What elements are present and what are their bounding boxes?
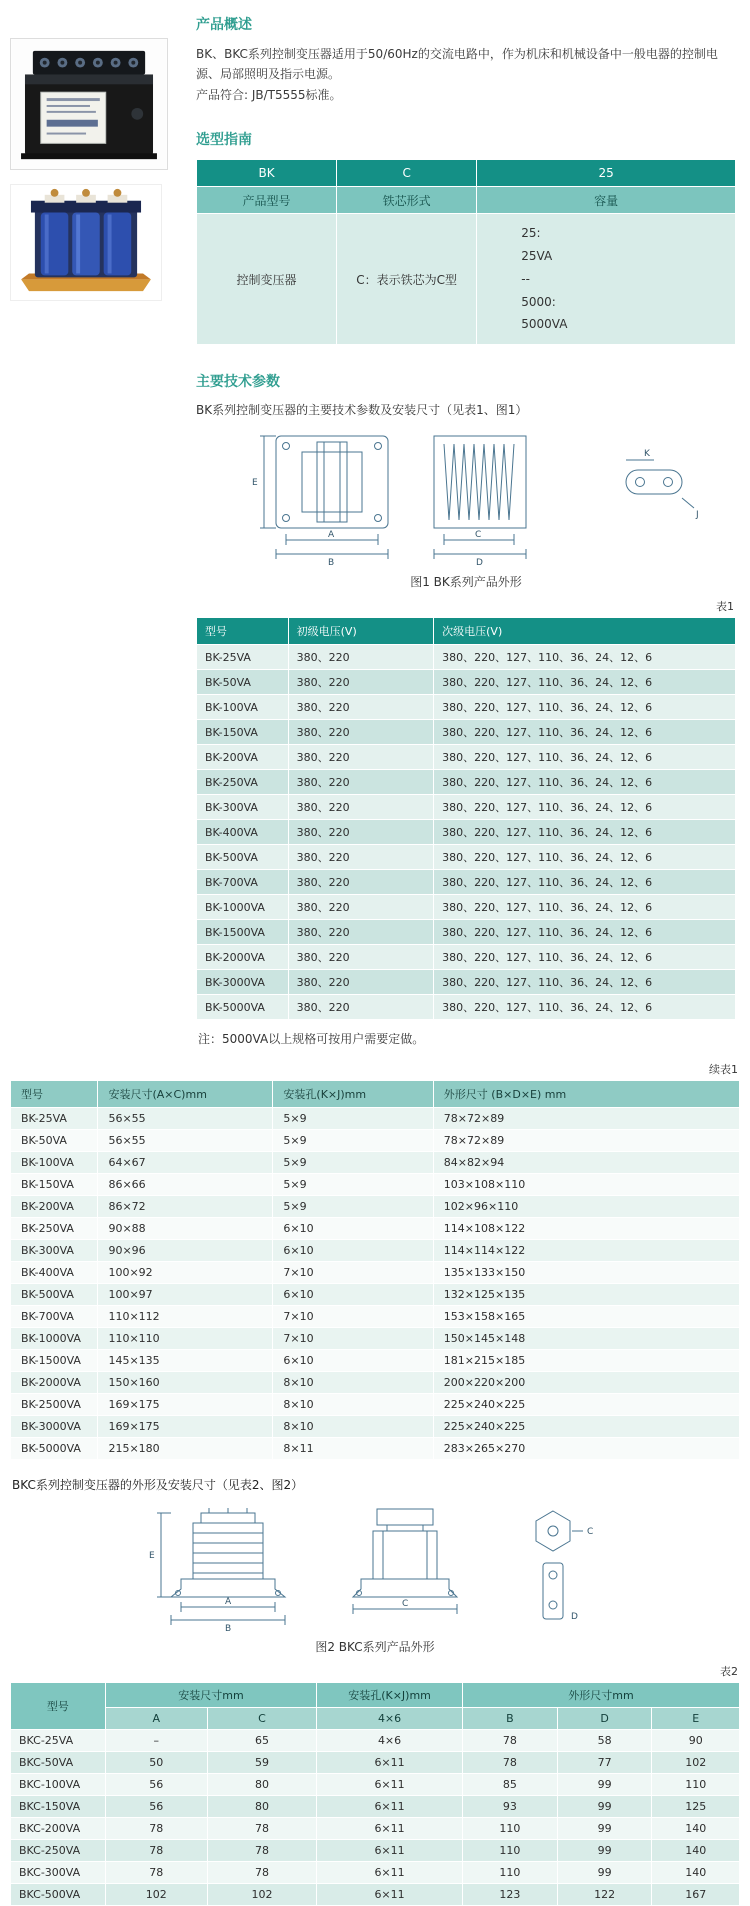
table-cell: 169×175 — [98, 1416, 273, 1438]
table-row — [197, 995, 736, 1020]
product-photo-column — [0, 12, 196, 1047]
table-row — [197, 670, 736, 695]
table-cell: 85 — [462, 1774, 557, 1796]
table-cell: 380、220、127、110、36、24、12、6 — [434, 795, 736, 820]
table-row — [197, 695, 736, 720]
bk-product-photo — [10, 38, 168, 170]
top-section — [0, 12, 750, 1047]
table-cell: 99 — [557, 1862, 652, 1884]
table-cell: 99 — [557, 1796, 652, 1818]
table-cell: 380、220 — [288, 795, 434, 820]
table-row — [197, 645, 736, 670]
table-row — [197, 745, 736, 770]
table-cell: 64×67 — [98, 1152, 273, 1174]
table-cell: 110×110 — [98, 1328, 273, 1350]
table-row — [11, 1796, 740, 1818]
table-row — [197, 720, 736, 745]
bk-dimensions-table — [10, 1080, 740, 1460]
table-cell: 102 — [105, 1884, 207, 1906]
table-cell: 380、220 — [288, 770, 434, 795]
table2-header-mount-hole: 安装孔(K×J)mm — [317, 1683, 463, 1708]
table-row — [197, 920, 736, 945]
tech-intro-line: BK系列控制变压器的主要技术参数及安装尺寸（见表1、图1） — [196, 403, 528, 418]
table-cell: BK-1500VA — [11, 1350, 98, 1372]
table-cell: 56 — [105, 1774, 207, 1796]
table-cell: BK-150VA — [197, 720, 289, 745]
table-cell: 380、220、127、110、36、24、12、6 — [434, 695, 736, 720]
table-cell: 8×10 — [273, 1394, 433, 1416]
table-row — [11, 1884, 740, 1906]
table-cell: 283×265×270 — [433, 1438, 739, 1460]
table-cell: 110 — [652, 1774, 740, 1796]
table1-note: 注：5000VA以上规格可按用户需要定做。 — [198, 1032, 425, 1047]
fig1-dim-d: D — [476, 558, 483, 569]
table-cell: 150×160 — [98, 1372, 273, 1394]
table-cell: BK-150VA — [11, 1174, 98, 1196]
table-cell: BK-5000VA — [197, 995, 289, 1020]
table-cell: BK-2000VA — [11, 1372, 98, 1394]
table-cell: 380、220、127、110、36、24、12、6 — [434, 945, 736, 970]
table-cell: 6×11 — [317, 1862, 463, 1884]
table-cell: BK-400VA — [197, 820, 289, 845]
table-cell: 150×145×148 — [433, 1328, 739, 1350]
table-cell: BK-100VA — [197, 695, 289, 720]
fig1-dim-a: A — [328, 530, 335, 541]
table-cell: 145×135 — [98, 1350, 273, 1372]
overview-paragraph-2: 产品符合: JB/T5555标准。 — [196, 87, 342, 102]
table-cell: 380、220、127、110、36、24、12、6 — [434, 820, 736, 845]
table2-header-row-1 — [11, 1683, 740, 1708]
fig1-caption: 图1 BK系列产品外形 — [410, 575, 522, 590]
table-cell: 90×88 — [98, 1218, 273, 1240]
capacity-line: 5000VA — [521, 317, 568, 332]
bkc-product-photo — [10, 184, 162, 301]
table-cell: 58 — [557, 1730, 652, 1752]
table-cell: BK-3000VA — [11, 1416, 98, 1438]
table-cell: 380、220 — [288, 670, 434, 695]
section-title-overview: 产品概述 — [196, 17, 252, 33]
table-row — [11, 1840, 740, 1862]
table-cell: 6×11 — [317, 1818, 463, 1840]
table-cell: 56×55 — [98, 1108, 273, 1130]
table-cell: 380、220 — [288, 820, 434, 845]
table-cell: BK-250VA — [11, 1218, 98, 1240]
table-cell: BK-25VA — [11, 1108, 98, 1130]
table-cell: 78×72×89 — [433, 1130, 739, 1152]
table-cell: 380、220、127、110、36、24、12、6 — [434, 845, 736, 870]
table-cell: 225×240×225 — [433, 1416, 739, 1438]
table-cell: BK-200VA — [11, 1196, 98, 1218]
bk-transformer-illustration — [11, 39, 167, 169]
table-row — [197, 820, 736, 845]
table-cell: 122 — [557, 1884, 652, 1906]
table-row — [11, 1218, 740, 1240]
table-cell: – — [105, 1730, 207, 1752]
table-cell: 50 — [105, 1752, 207, 1774]
table-cell: 6×11 — [317, 1796, 463, 1818]
table-cell: BK-3000VA — [197, 970, 289, 995]
table-cell: 380、220 — [288, 720, 434, 745]
capacity-line: 5000: — [521, 294, 556, 309]
selection-body-capacity — [477, 214, 736, 345]
fig2-dim-b: B — [225, 1624, 232, 1634]
table-cell: 7×10 — [273, 1306, 433, 1328]
table-cell: 380、220、127、110、36、24、12、6 — [434, 720, 736, 745]
table-cell: 110 — [462, 1840, 557, 1862]
table-cell: BKC-500VA — [11, 1884, 106, 1906]
table-cell: BK-2000VA — [197, 945, 289, 970]
table-cell: 99 — [557, 1840, 652, 1862]
cont-header-mount-hole: 安装孔(K×J)mm — [273, 1081, 433, 1108]
bkc-intro-line: BKC系列控制变压器的外形及安装尺寸（见表2、图2） — [12, 1478, 304, 1493]
table-cell: 8×10 — [273, 1416, 433, 1438]
table-cell: 167 — [652, 1884, 740, 1906]
fig2-caption: 图2 BKC系列产品外形 — [315, 1640, 435, 1655]
table-cell: 7×10 — [273, 1262, 433, 1284]
fig1-outline-drawing — [206, 428, 726, 568]
capacity-line: 25: — [521, 226, 541, 241]
table-row — [11, 1306, 740, 1328]
table-cell: 114×108×122 — [433, 1218, 739, 1240]
table-cell: 380、220、127、110、36、24、12、6 — [434, 970, 736, 995]
table-row — [11, 1730, 740, 1752]
table-cell: 78 — [105, 1840, 207, 1862]
table-row — [197, 970, 736, 995]
table-cell: 6×10 — [273, 1218, 433, 1240]
table-cell: 59 — [207, 1752, 316, 1774]
section-title-tech-params: 主要技术参数 — [196, 374, 280, 391]
table-cell: 132×125×135 — [433, 1284, 739, 1306]
table-cell: 169×175 — [98, 1394, 273, 1416]
table2-subheader-d: D — [557, 1708, 652, 1730]
table-row — [197, 895, 736, 920]
table-cell: 78 — [207, 1862, 316, 1884]
table-cell: BKC-25VA — [11, 1730, 106, 1752]
table-row — [197, 870, 736, 895]
table-cell: BK-25VA — [197, 645, 289, 670]
table-cell: 93 — [462, 1796, 557, 1818]
selection-subheader-core: 铁芯形式 — [337, 187, 477, 214]
table-cell: 5×9 — [273, 1130, 433, 1152]
selection-subheader-model: 产品型号 — [197, 187, 337, 214]
table-cell: 6×11 — [317, 1752, 463, 1774]
table-row — [11, 1262, 740, 1284]
table-cell: 380、220、127、110、36、24、12、6 — [434, 645, 736, 670]
table-cell: BKC-200VA — [11, 1818, 106, 1840]
table-cell: 65 — [207, 1730, 316, 1752]
table-cell: 380、220 — [288, 645, 434, 670]
table-cell: 6×11 — [317, 1884, 463, 1906]
table-cell: 5×9 — [273, 1174, 433, 1196]
table-row — [11, 1196, 740, 1218]
table-cell: 380、220 — [288, 970, 434, 995]
table-cell: 110 — [462, 1818, 557, 1840]
table2-header-model: 型号 — [11, 1683, 106, 1730]
selection-header-c: C — [337, 160, 477, 187]
selection-body-core: C：表示铁芯为C型 — [337, 214, 477, 345]
table-cell: 102 — [207, 1884, 316, 1906]
table-cell: 4×6 — [317, 1730, 463, 1752]
table-cell: 78 — [462, 1730, 557, 1752]
capacity-line: -- — [521, 271, 530, 286]
table-cell: 78 — [105, 1818, 207, 1840]
table-row — [11, 1130, 740, 1152]
table-cell: 380、220 — [288, 945, 434, 970]
table-cell: BK-300VA — [11, 1240, 98, 1262]
main-content-column — [196, 12, 750, 1047]
table-cell: 103×108×110 — [433, 1174, 739, 1196]
table-row — [11, 1284, 740, 1306]
table-cell: 99 — [557, 1818, 652, 1840]
fig2-dim-e: E — [149, 1551, 155, 1562]
fig1-dim-j: J — [696, 510, 699, 521]
table-row — [197, 795, 736, 820]
table-cell: BKC-300VA — [11, 1862, 106, 1884]
table-cell: 80 — [207, 1774, 316, 1796]
table-row — [11, 1372, 740, 1394]
fig1-dim-e: E — [252, 478, 258, 489]
table-cell: 5×9 — [273, 1196, 433, 1218]
table-cell: 86×66 — [98, 1174, 273, 1196]
table-cell: 380、220、127、110、36、24、12、6 — [434, 670, 736, 695]
table-row — [11, 1108, 740, 1130]
selection-header-row — [197, 160, 736, 187]
table-row — [197, 770, 736, 795]
table-cell: 140 — [652, 1818, 740, 1840]
selection-subheader-capacity: 容量 — [477, 187, 736, 214]
table-cell: 7×10 — [273, 1328, 433, 1350]
overview-paragraph-1: BK、BKC系列控制变压器适用于50/60Hz的交流电路中，作为机床和机械设备中一般电器的控制电源、局部照明及指示电源。 — [196, 47, 718, 82]
table2-subheader-e: E — [652, 1708, 740, 1730]
table-cell: BK-300VA — [197, 795, 289, 820]
table-cell: 380、220 — [288, 895, 434, 920]
table-row — [11, 1438, 740, 1460]
table-cell: 90×96 — [98, 1240, 273, 1262]
table-row — [11, 1394, 740, 1416]
table1-header-secondary: 次级电压(V) — [434, 618, 736, 645]
table-cell: 5×9 — [273, 1152, 433, 1174]
table-cell: 110 — [462, 1862, 557, 1884]
table-cell: 215×180 — [98, 1438, 273, 1460]
table-row — [11, 1350, 740, 1372]
table-cell: BKC-100VA — [11, 1774, 106, 1796]
table-cell: BK-50VA — [197, 670, 289, 695]
table-cell: 380、220 — [288, 745, 434, 770]
fig2-dim-d: D — [571, 1612, 578, 1623]
table-cell: 135×133×150 — [433, 1262, 739, 1284]
cont-table-tag: 续表1 — [709, 1063, 738, 1077]
table-row — [11, 1862, 740, 1884]
table-cell: 380、220 — [288, 920, 434, 945]
table-cell: 140 — [652, 1862, 740, 1884]
lower-full-width-section — [0, 1061, 750, 1906]
table-cell: BK-700VA — [197, 870, 289, 895]
fig2-outline-drawing — [115, 1503, 635, 1633]
table2-tag: 表2 — [720, 1665, 738, 1679]
table-cell: BK-1000VA — [11, 1328, 98, 1350]
fig1-dim-k: K — [644, 449, 650, 460]
table-cell: 380、220、127、110、36、24、12、6 — [434, 770, 736, 795]
table-cell: 380、220、127、110、36、24、12、6 — [434, 745, 736, 770]
selection-header-25: 25 — [477, 160, 736, 187]
table-cell: 125 — [652, 1796, 740, 1818]
table-cell: 6×10 — [273, 1240, 433, 1262]
table2-header-mount-size: 安装尺寸mm — [105, 1683, 316, 1708]
fig2-dim-c: C — [402, 1599, 409, 1610]
table1-header-row — [197, 618, 736, 645]
table-cell: BKC-250VA — [11, 1840, 106, 1862]
table-cell: 102×96×110 — [433, 1196, 739, 1218]
table-cell: 380、220 — [288, 995, 434, 1020]
capacity-line: 25VA — [521, 248, 553, 263]
table-cell: 78 — [207, 1840, 316, 1862]
table-row — [11, 1152, 740, 1174]
table-cell: 80 — [207, 1796, 316, 1818]
table-cell: 380、220 — [288, 845, 434, 870]
table-cell: 90 — [652, 1730, 740, 1752]
table-cell: 380、220、127、110、36、24、12、6 — [434, 895, 736, 920]
table-cell: 114×114×122 — [433, 1240, 739, 1262]
table-row — [11, 1328, 740, 1350]
figure-2 — [10, 1503, 740, 1655]
table-cell: 153×158×165 — [433, 1306, 739, 1328]
figure-1 — [196, 428, 736, 590]
cont-header-outline-size: 外形尺寸 (B×D×E) mm — [433, 1081, 739, 1108]
table-cell: 380、220、127、110、36、24、12、6 — [434, 920, 736, 945]
table2-subheader-c: C — [207, 1708, 316, 1730]
bkc-dimensions-table — [10, 1682, 740, 1906]
table-row — [11, 1774, 740, 1796]
table-row — [11, 1416, 740, 1438]
table2-header-row-2 — [11, 1708, 740, 1730]
table-cell: BK-1000VA — [197, 895, 289, 920]
table-cell: BK-700VA — [11, 1306, 98, 1328]
table-cell: BKC-50VA — [11, 1752, 106, 1774]
table-cell: 225×240×225 — [433, 1394, 739, 1416]
table-cell: 200×220×200 — [433, 1372, 739, 1394]
table-cell: 140 — [652, 1840, 740, 1862]
table-row — [197, 945, 736, 970]
table-cell: 77 — [557, 1752, 652, 1774]
table-cell: BK-100VA — [11, 1152, 98, 1174]
table-row — [197, 845, 736, 870]
table-cell: 78×72×89 — [433, 1108, 739, 1130]
table-cell: 181×215×185 — [433, 1350, 739, 1372]
table-cell: 110×112 — [98, 1306, 273, 1328]
table-cell: BK-500VA — [11, 1284, 98, 1306]
selection-body-model: 控制变压器 — [197, 214, 337, 345]
table-row — [11, 1752, 740, 1774]
table-cell: 100×92 — [98, 1262, 273, 1284]
selection-subheader-row — [197, 187, 736, 214]
table-cell: 380、220 — [288, 695, 434, 720]
table-cell: BK-5000VA — [11, 1438, 98, 1460]
table-cell: 380、220 — [288, 870, 434, 895]
table-cell: 56 — [105, 1796, 207, 1818]
fig2-dim-a: A — [225, 1597, 232, 1608]
table-row — [11, 1818, 740, 1840]
table-cell: 78 — [105, 1862, 207, 1884]
table-row — [11, 1174, 740, 1196]
table-cell: 380、220、127、110、36、24、12、6 — [434, 995, 736, 1020]
section-title-selection-guide: 选型指南 — [196, 132, 252, 149]
table-cell: BK-250VA — [197, 770, 289, 795]
table1-tag: 表1 — [716, 600, 734, 614]
table-cell: BK-50VA — [11, 1130, 98, 1152]
table-cell: 56×55 — [98, 1130, 273, 1152]
table-cell: 99 — [557, 1774, 652, 1796]
cont-header-mount-size: 安装尺寸(A×C)mm — [98, 1081, 273, 1108]
table-cell: BK-1500VA — [197, 920, 289, 945]
table-cell: 380、220、127、110、36、24、12、6 — [434, 870, 736, 895]
bk-voltage-table — [196, 617, 736, 1020]
table-cell: 78 — [207, 1818, 316, 1840]
table-cell: BK-200VA — [197, 745, 289, 770]
selection-body-row — [197, 214, 736, 345]
table-cell: 6×10 — [273, 1350, 433, 1372]
table-cell: BK-500VA — [197, 845, 289, 870]
table-cell: 84×82×94 — [433, 1152, 739, 1174]
table-cell: 6×10 — [273, 1284, 433, 1306]
table2-header-outline-size: 外形尺寸mm — [462, 1683, 739, 1708]
bkc-transformer-illustration — [11, 185, 161, 300]
table-cell: 102 — [652, 1752, 740, 1774]
cont-header-model: 型号 — [11, 1081, 98, 1108]
table-cell: 6×11 — [317, 1840, 463, 1862]
table-cell: 6×11 — [317, 1774, 463, 1796]
fig1-dim-b: B — [328, 558, 335, 569]
table-row — [11, 1240, 740, 1262]
table-cell: 8×11 — [273, 1438, 433, 1460]
table-cell: 100×97 — [98, 1284, 273, 1306]
table-cell: 78 — [462, 1752, 557, 1774]
table2-subheader-a: A — [105, 1708, 207, 1730]
table1-header-primary: 初级电压(V) — [288, 618, 434, 645]
table-cell: 123 — [462, 1884, 557, 1906]
table-cell: 86×72 — [98, 1196, 273, 1218]
table-cell: BKC-150VA — [11, 1796, 106, 1818]
table-cell: BK-2500VA — [11, 1394, 98, 1416]
table2-subheader-hole: 4×6 — [317, 1708, 463, 1730]
table-cell: 5×9 — [273, 1108, 433, 1130]
selection-header-bk: BK — [197, 160, 337, 187]
table2-subheader-b: B — [462, 1708, 557, 1730]
fig2-dim-c-hex: C — [587, 1527, 594, 1538]
fig1-dim-c: C — [475, 530, 482, 541]
table-cell: BK-400VA — [11, 1262, 98, 1284]
table-cell: 8×10 — [273, 1372, 433, 1394]
cont-table-header-row — [11, 1081, 740, 1108]
table1-header-model: 型号 — [197, 618, 289, 645]
selection-guide-table — [196, 159, 736, 345]
